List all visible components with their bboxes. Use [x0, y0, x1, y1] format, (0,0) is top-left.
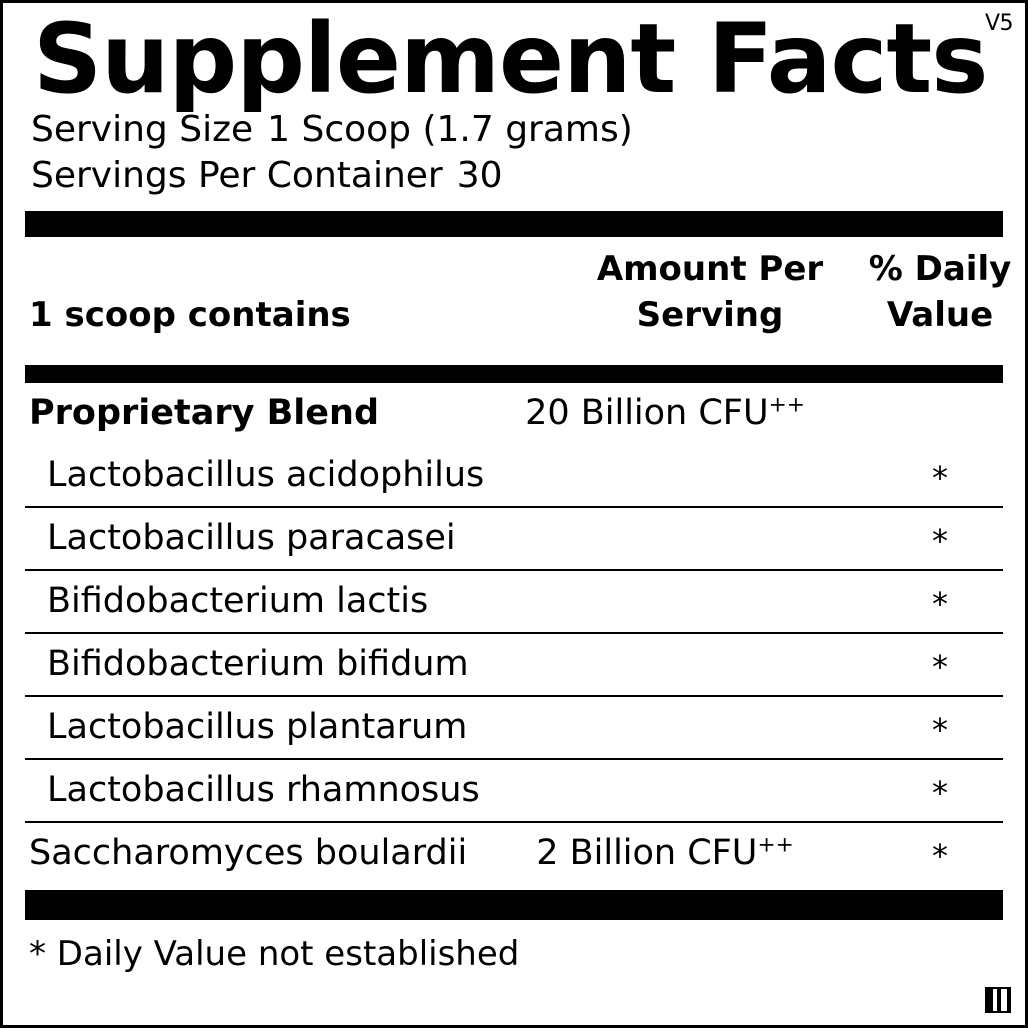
row-amount-superscript: ++ [768, 392, 805, 418]
dv-header-line1: % Daily [868, 249, 1012, 290]
table-row [25, 823, 1003, 884]
row-name: Lactobacillus rhamnosus [47, 770, 480, 811]
amount-header-line2: Serving [636, 295, 784, 336]
barcode-mark-icon [985, 987, 1011, 1013]
serving-size-label: Serving Size [31, 109, 254, 150]
row-amount [455, 833, 875, 873]
row-amount-superscript: ++ [757, 832, 794, 858]
row-daily-value: * [932, 585, 948, 624]
table-row [25, 571, 1003, 634]
row-name: Proprietary Blend [29, 393, 379, 434]
left-column-header: 1 scoop contains [29, 295, 351, 336]
row-daily-value: * [932, 774, 948, 813]
amount-per-serving-header [570, 247, 850, 339]
footnote: * Daily Value not established [29, 934, 520, 975]
row-daily-value: * [932, 459, 948, 498]
serving-size-value: 1 Scoop (1.7 grams) [267, 109, 633, 150]
table-row [25, 697, 1003, 760]
dv-header-line2: Value [886, 295, 994, 336]
row-amount-value: 2 Billion CFU [536, 833, 758, 874]
servings-per-container-line [31, 153, 1003, 199]
servings-per-container-value: 30 [456, 155, 503, 197]
row-name: Bifidobacterium bifidum [47, 644, 469, 685]
row-name: Saccharomyces boulardii [29, 833, 468, 874]
table-row [25, 445, 1003, 508]
row-daily-value: * [932, 522, 948, 561]
table-header [25, 237, 1012, 365]
table-row [25, 760, 1003, 823]
row-daily-value: * [932, 648, 948, 687]
row-amount-value: 20 Billion CFU [525, 393, 769, 434]
servings-per-container-label: Servings Per Container [31, 155, 443, 197]
table-row [25, 508, 1003, 571]
divider-medium [25, 365, 1003, 383]
version-label: V5 [984, 11, 1013, 36]
amount-header-line1: Amount Per [596, 249, 824, 290]
row-daily-value: * [932, 711, 948, 750]
row-daily-value: * [932, 837, 948, 876]
table-row [25, 383, 1003, 445]
daily-value-header [855, 247, 1025, 339]
row-name: Lactobacillus paracasei [47, 518, 456, 559]
row-amount [455, 393, 875, 433]
divider-thick-bottom [25, 890, 1003, 920]
row-name: Lactobacillus plantarum [47, 707, 468, 748]
row-name: Lactobacillus acidophilus [47, 455, 485, 496]
divider-thick-top [25, 211, 1003, 237]
table-row [25, 634, 1003, 697]
page-title: Supplement Facts [33, 3, 988, 115]
row-name: Bifidobacterium lactis [47, 581, 429, 622]
